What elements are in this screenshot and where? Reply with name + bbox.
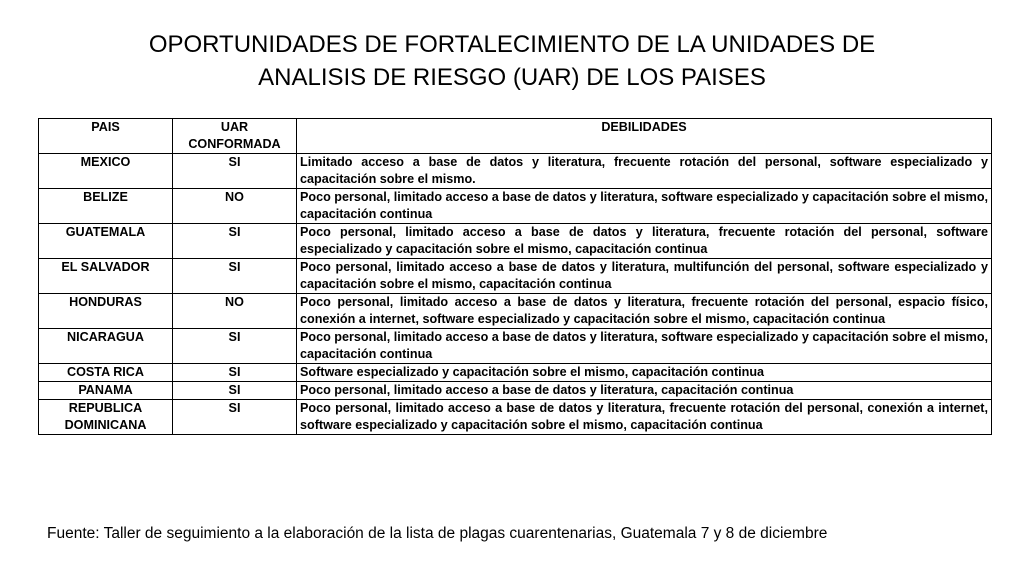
table-row xyxy=(39,189,992,224)
title-line-1: OPORTUNIDADES DE FORTALECIMIENTO DE LA UNIDADES DE xyxy=(148,31,876,58)
cell-debilidades: Software especializado y capacitación sobre el mismo, capacitación continua xyxy=(297,364,992,382)
cell-debilidades: Limitado acceso a base de datos y literatura, frecuente rotación del personal, software especializado y capacitación sobre el mismo. xyxy=(297,154,992,189)
cell-debilidades: Poco personal, limitado acceso a base de datos y literatura, frecuente rotación del personal, software especializado y capacitación sobre el mismo, capacitación continua xyxy=(297,224,992,259)
cell-debilidades: Poco personal, limitado acceso a base de datos y literatura, capacitación continua xyxy=(297,382,992,400)
table-row xyxy=(39,259,992,294)
cell-uar: SI xyxy=(173,400,297,435)
cell-uar: SI xyxy=(173,154,297,189)
cell-uar: SI xyxy=(173,382,297,400)
header-uar-conformada: UAR CONFORMADA xyxy=(173,119,297,154)
cell-pais: HONDURAS xyxy=(39,294,173,329)
cell-debilidades: Poco personal, limitado acceso a base de datos y literatura, software especializado y capacitación sobre el mismo, capacitación continua xyxy=(297,189,992,224)
cell-pais: COSTA RICA xyxy=(39,364,173,382)
title-line-2: ANALISIS DE RIESGO (UAR) DE LOS PAISES xyxy=(258,64,766,91)
cell-pais: GUATEMALA xyxy=(39,224,173,259)
uar-table xyxy=(38,118,992,435)
cell-uar: SI xyxy=(173,364,297,382)
source-note: Fuente: Taller de seguimiento a la elaboración de la lista de plagas cuarentenarias, Guatemala 7 y 8 de diciembre xyxy=(47,525,828,542)
cell-debilidades: Poco personal, limitado acceso a base de datos y literatura, frecuente rotación del personal, espacio físico, conexión a internet, software especializado y capacitación sobre el mismo, capacitación continua xyxy=(297,294,992,329)
table-row xyxy=(39,294,992,329)
table-row xyxy=(39,224,992,259)
cell-pais: REPUBLICA DOMINICANA xyxy=(39,400,173,435)
table-header-row xyxy=(39,119,992,154)
cell-uar: NO xyxy=(173,294,297,329)
table-row xyxy=(39,329,992,364)
cell-pais: MEXICO xyxy=(39,154,173,189)
cell-pais: PANAMA xyxy=(39,382,173,400)
table-row xyxy=(39,154,992,189)
page-title xyxy=(0,28,1024,94)
cell-uar: NO xyxy=(173,189,297,224)
table-row xyxy=(39,364,992,382)
cell-uar: SI xyxy=(173,259,297,294)
header-pais: PAIS xyxy=(39,119,173,154)
table-row xyxy=(39,382,992,400)
cell-uar: SI xyxy=(173,329,297,364)
cell-uar: SI xyxy=(173,224,297,259)
cell-pais: NICARAGUA xyxy=(39,329,173,364)
header-debilidades: DEBILIDADES xyxy=(297,119,992,154)
cell-debilidades: Poco personal, limitado acceso a base de datos y literatura, software especializado y capacitación sobre el mismo, capacitación continua xyxy=(297,329,992,364)
cell-pais: EL SALVADOR xyxy=(39,259,173,294)
table-row xyxy=(39,400,992,435)
cell-pais: BELIZE xyxy=(39,189,173,224)
cell-debilidades: Poco personal, limitado acceso a base de datos y literatura, frecuente rotación del personal, conexión a internet, software especializado y capacitación sobre el mismo, capacitación continua xyxy=(297,400,992,435)
cell-debilidades: Poco personal, limitado acceso a base de datos y literatura, multifunción del personal, software especializado y capacitación sobre el mismo, capacitación continua xyxy=(297,259,992,294)
